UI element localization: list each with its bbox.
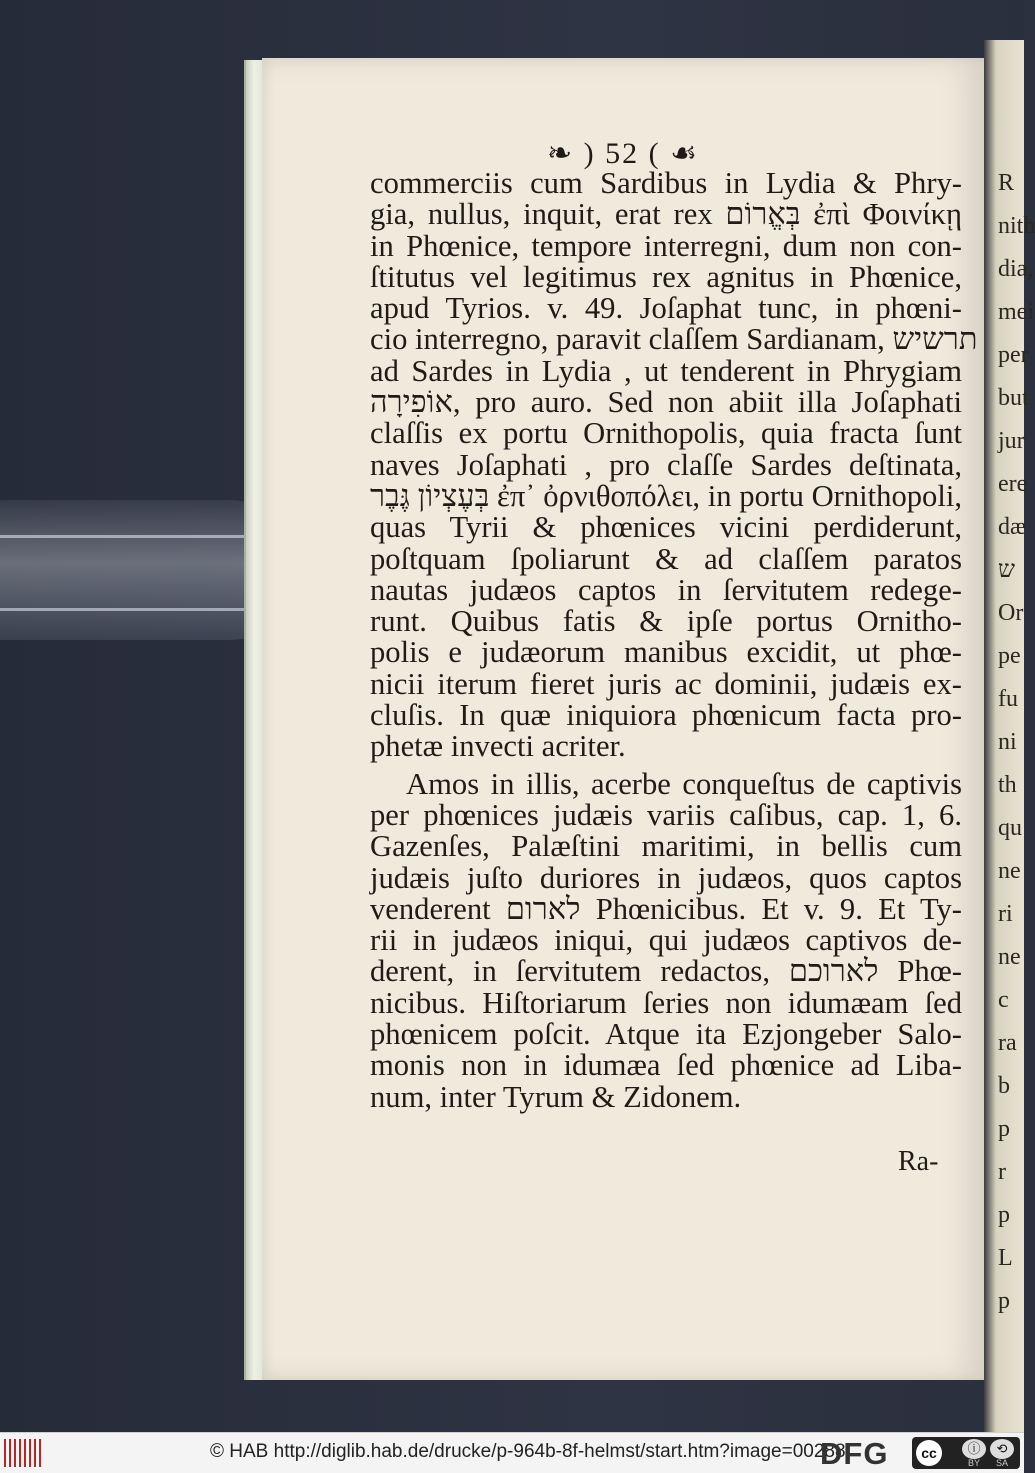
text-line: אוֹפִירָה, pro auro. Sed non abiit illa Joſaphati [370, 385, 962, 420]
page-text [370, 166, 978, 1114]
text-line: naves Joſaphati , pro claſſe Sardes deſtinata, [370, 447, 962, 482]
book-page [262, 58, 984, 1380]
text-line: cio interregno, paravit claſſem Sardianam, תרשיש [370, 322, 978, 357]
next-page-fragment: pe [998, 643, 1021, 669]
next-page-fragment: fu [998, 686, 1018, 712]
next-page-fragment: mei [998, 299, 1034, 325]
text-line: monis non in idumæa ſed phœnice ad Liba- [370, 1048, 962, 1083]
running-head: ❧ ) 52 ( ☙ [546, 137, 699, 170]
text-line: poſtquam ſpoliarunt & ad claſſem paratos [370, 541, 962, 576]
dfg-logo: DFG [820, 1436, 889, 1471]
text-line: phetæ invecti acriter. [370, 729, 626, 764]
text-line: nicii iterum fieret juris ac dominii, judæis ex- [370, 666, 962, 701]
next-page-fragment: b [998, 1073, 1010, 1099]
next-page-fragment: th [998, 772, 1017, 798]
next-page-fragment: qu [998, 815, 1022, 841]
text-line: nicibus. Hiſtoriarum ſeries non idumæam ſed [370, 985, 962, 1020]
text-line: cluſis. In quæ iniquiora phœnicum facta pro- [370, 698, 962, 733]
text-line: Gazenſes, Palæſtini maritimi, in bellis cum [370, 829, 962, 864]
text-line: runt. Quibus fatis & ipſe portus Ornitho- [370, 604, 962, 639]
next-page-fragment: p [998, 1116, 1010, 1142]
text-line: judæis juſto duriores in judæos, quos captos [370, 860, 962, 895]
next-page-fragment: per [998, 342, 1029, 368]
next-page-fragment: ere [998, 471, 1028, 497]
next-page-fragment: ne [998, 944, 1021, 970]
text-line: in Phœnice, tempore interregni, dum non con- [370, 228, 962, 263]
text-line: Amos in illis, acerbe conqueſtus de captivis [406, 766, 962, 801]
next-page-fragment: Or [998, 600, 1024, 626]
next-page-fragment: nith [998, 213, 1035, 239]
next-page-fragment: R [998, 170, 1015, 196]
cc-license-badge[interactable] [912, 1437, 1020, 1469]
next-page-fragment: ri [998, 901, 1013, 927]
cc-icon: cc [916, 1440, 942, 1466]
next-page-edge [984, 40, 1035, 1432]
text-line: apud Tyrios. v. 49. Joſaphat tunc, in phœni- [370, 291, 962, 326]
text-line: per phœnices judæis variis caſibus, cap. 1, 6. [370, 797, 962, 832]
text-line: gia, nullus, inquit, erat rex בְּאֱרוֹם ἐπὶ Φοινίκῃ [370, 197, 962, 232]
next-page-fragment: L [998, 1245, 1013, 1271]
next-page-fragment: dæ [998, 514, 1027, 540]
next-page-fragment: ne [998, 858, 1021, 884]
hab-logo-icon [4, 1439, 44, 1467]
next-page-fragment: r [998, 1159, 1006, 1185]
viewer-footer [0, 1432, 1024, 1473]
next-page-fragment: ra [998, 1030, 1017, 1056]
text-line: claſſis ex portu Ornithopolis, quia fracta ſunt [370, 416, 962, 451]
text-line: phœnicem poſcit. Atque ita Ezjongeber Salo- [370, 1017, 962, 1052]
source-credit[interactable]: © HAB http://diglib.hab.de/drucke/p-964b-8f-helmst/start.htm?image=00288 [210, 1441, 846, 1462]
catchword: Ra- [898, 1146, 939, 1177]
attribution-icon: ⓘ [962, 1439, 986, 1459]
next-page-fragment: but [998, 385, 1029, 411]
next-page-fragment: p [998, 1202, 1010, 1228]
text-line: polis e judæorum manibus excidit, ut phœ- [370, 635, 962, 670]
text-line: commerciis cum Sardibus in Lydia & Phry- [370, 166, 962, 200]
text-line: nautas judæos captos in ſervitutem redege- [370, 572, 962, 607]
text-line: rii in judæos iniqui, qui judæos captivos de- [370, 923, 962, 958]
text-line: ſtitutus vel legitimus rex agnitus in Phœnice, [370, 259, 962, 294]
by-label: BY [968, 1458, 981, 1468]
next-page-fragment: p [998, 1288, 1010, 1314]
next-page-fragment: ni [998, 729, 1017, 755]
text-line: בְּעֶצְיוֹן גֶּבֶר ἐπ᾽ ὀρνιθοπόλει, in portu Ornithopoli, [370, 478, 962, 513]
text-line: venderent לארום Phœnicibus. Et v. 9. Et Ty- [370, 891, 962, 926]
text-line: derent, in ſervitutem redactos, לארוכם Phœ- [370, 954, 962, 989]
next-page-fragment: c [998, 987, 1009, 1013]
text-line: num, inter Tyrum & Zidonem. [370, 1079, 742, 1114]
text-line: quas Tyrii & phœnices vicini perdiderunt, [370, 510, 962, 545]
share-alike-icon: ⟲ [990, 1439, 1014, 1459]
next-page-fragment: dia, [998, 256, 1034, 282]
text-line: ad Sardes in Lydia , ut tenderent in Phrygiam [370, 353, 962, 388]
next-page-fragment: jur [998, 428, 1025, 454]
sa-label: SA [996, 1458, 1009, 1468]
next-page-fragment: ש [998, 557, 1015, 583]
